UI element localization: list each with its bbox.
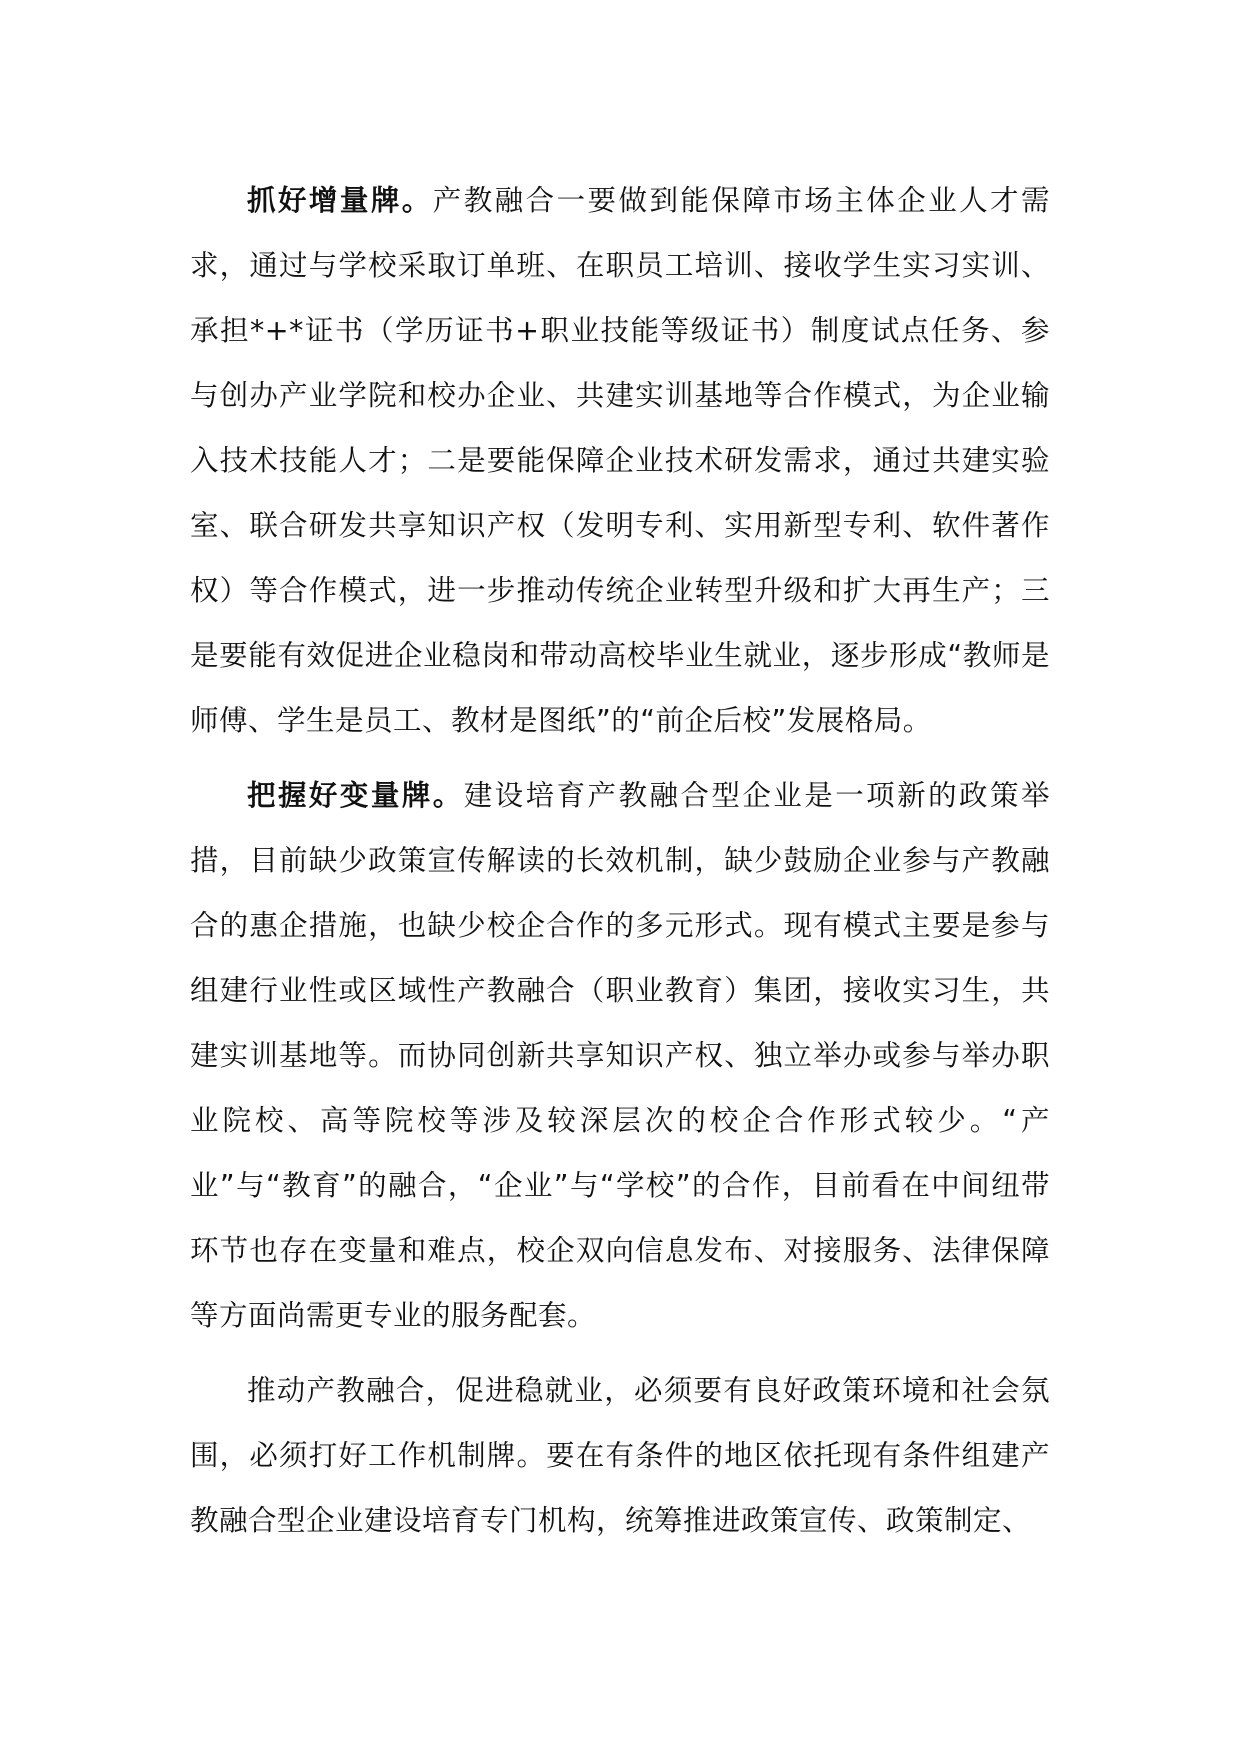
paragraph-text: 产教融合一要做到能保障市场主体企业人才需求，通过与学校采取订单班、在职员工培训、接收学生实习实训、承担*+*证书（学历证书+职业技能等级证书）制度试点任务、参与创办产业学院和校办企业、共建实训基地等合作模式，为企业输入技术技能人才；二是要能保障企业技术研发需求，通过共建实验室、联合研发共享知识产权（发明专利、实用新型专利、软件著作权）等合作模式，进一步推动传统企业转型升级和扩大再生产；三是要能有效促进企业稳岗和带动高校毕业生就业，逐步形成“教师是师傅、学生是员工、教材是图纸”的“前企后校”发展格局。	[190, 184, 1050, 737]
paragraph-heading: 抓好增量牌。	[247, 184, 433, 217]
paragraph-text: 推动产教融合，促进稳就业，必须要有良好政策环境和社会氛围，必须打好工作机制牌。要在有条件的地区依托现有条件组建产教融合型企业建设培育专门机构，统筹推进政策宣传、政策制定、	[190, 1374, 1050, 1537]
paragraph-heading: 把握好变量牌。	[247, 779, 464, 812]
paragraph-mechanism	[190, 1358, 1050, 1553]
paragraph-text: 建设培育产教融合型企业是一项新的政策举措，目前缺少政策宣传解读的长效机制，缺少鼓励企业参与产教融合的惠企措施，也缺少校企合作的多元形式。现有模式主要是参与组建行业性或区域性产教融合（职业教育）集团，接收实习生，共建实训基地等。而协同创新共享知识产权、独立举办或参与举办职业院校、高等院校等涉及较深层次的校企合作形式较少。“产业”与“教育”的融合，“企业”与“学校”的合作，目前看在中间纽带环节也存在变量和难点，校企双向信息发布、对接服务、法律保障等方面尚需更专业的服务配套。	[190, 779, 1050, 1332]
document-body	[190, 168, 1050, 1553]
paragraph-variable	[190, 763, 1050, 1348]
paragraph-increment	[190, 168, 1050, 753]
